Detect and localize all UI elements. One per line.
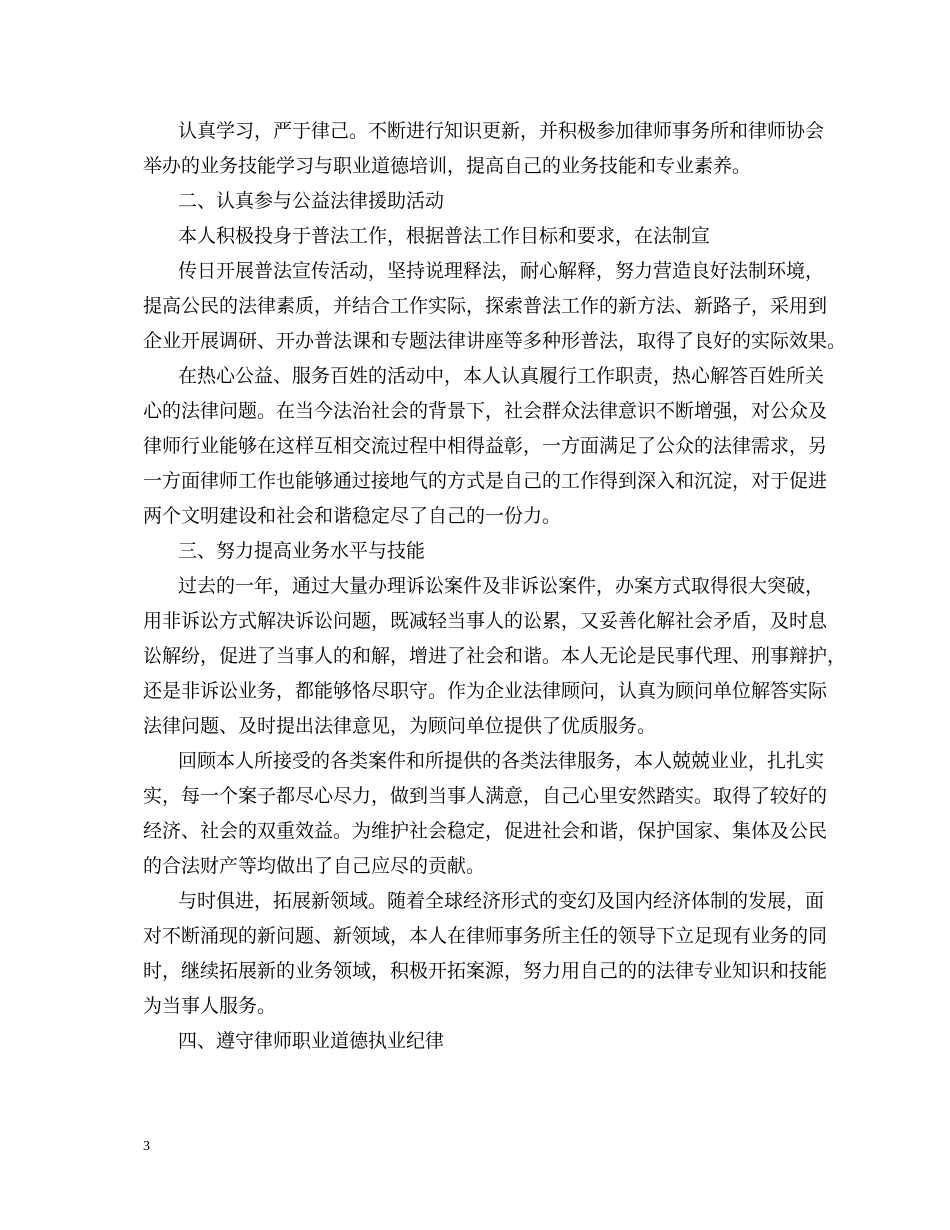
text-line: 回顾本人所接受的各类案件和所提供的各类法律服务，本人兢兢业业，扎扎实 [178,750,825,772]
text-line: 在热心公益、服务百姓的活动中，本人认真履行工作职责，热心解答百姓所关 [178,365,825,387]
text-line: 举办的业务技能学习与职业道德培训，提高自己的业务技能和专业素养。 [143,155,752,177]
text-line: 认真学习，严于律己。不断进行知识更新，并积极参加律师事务所和律师协会 [178,120,825,142]
section-heading: 二、认真参与公益法律援助活动 [178,190,445,212]
text-line: 提高公民的法律素质，并结合工作实际，探索普法工作的新方法、新路子，采用到 [143,295,828,317]
section-heading: 四、遵守律师职业道德执业纪律 [178,1030,445,1052]
text-line: 时，继续拓展新的业务领域，积极开拓案源，努力用自己的的法律专业知识和技能 [143,960,828,982]
text-line: 本人积极投身于普法工作，根据普法工作目标和要求，在法制宣 [178,225,711,247]
text-line: 法律问题、及时提出法律意见，为顾问单位提供了优质服务。 [143,715,657,737]
page-number: 3 [143,1139,150,1154]
text-line: 两个文明建设和社会和谐稳定尽了自己的一份力。 [143,505,562,527]
text-line: 与时俱进，拓展新领域。随着全球经济形式的变幻及国内经济体制的发展，面 [178,890,825,912]
text-line: 心的法律问题。在当今法治社会的背景下，社会群众法律意识不断增强，对公众及 [143,400,828,422]
text-line: 用非诉讼方式解决诉讼问题，既减轻当事人的讼累，又妥善化解社会矛盾，及时息 [143,610,828,632]
text-line: 企业开展调研、开办普法课和专题法律讲座等多种形普法，取得了良好的实际效果。 [143,330,847,352]
text-line: 传日开展普法宣传活动，坚持说理释法，耐心解释，努力营造良好法制环境， [178,260,825,282]
section-heading: 三、努力提高业务水平与技能 [178,540,426,562]
text-line: 实，每一个案子都尽心尽力，做到当事人满意，自己心里安然踏实。取得了较好的 [143,785,828,807]
text-line: 讼解纷，促进了当事人的和解，增进了社会和谐。本人无论是民事代理、刑事辩护， [143,645,847,667]
text-line: 对不断涌现的新问题、新领域，本人在律师事务所主任的领导下立足现有业务的同 [143,925,828,947]
text-line: 律师行业能够在这样互相交流过程中相得益彰，一方面满足了公众的法律需求，另 [143,435,828,457]
text-line: 的合法财产等均做出了自己应尽的贡献。 [143,855,486,877]
text-line: 为当事人服务。 [143,995,277,1017]
text-line: 还是非诉讼业务，都能够恪尽职守。作为企业法律顾问，认真为顾问单位解答实际 [143,680,828,702]
text-line: 经济、社会的双重效益。为维护社会稳定，促进社会和谐，保护国家、集体及公民 [143,820,828,842]
text-line: 一方面律师工作也能够通过接地气的方式是自己的工作得到深入和沉淀，对于促进 [143,470,828,492]
text-line: 过去的一年，通过大量办理诉讼案件及非诉讼案件，办案方式取得很大突破， [178,575,825,597]
